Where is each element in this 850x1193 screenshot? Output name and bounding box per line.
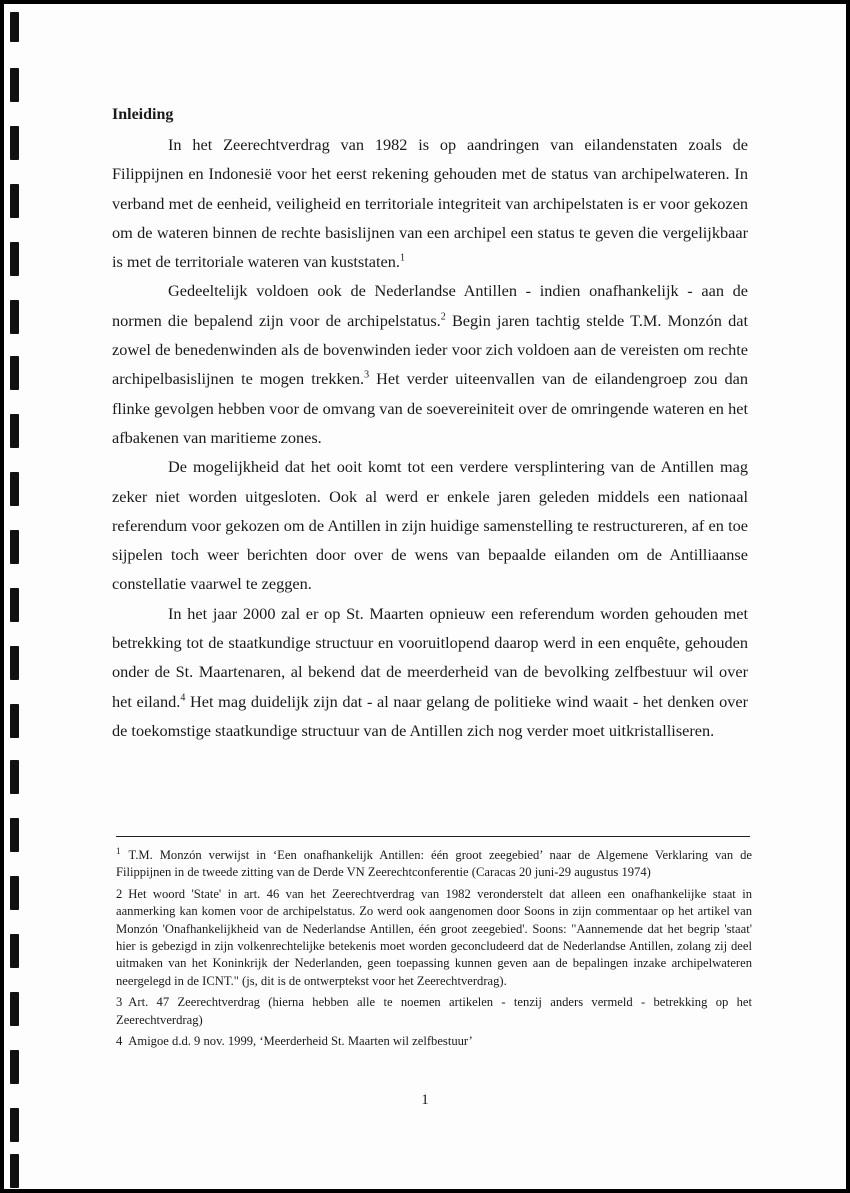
main-text [112, 104, 748, 745]
footnote-1 [116, 847, 752, 882]
binding-mark [10, 356, 19, 390]
binding-mark [10, 68, 19, 102]
footnote-text: Het woord 'State' in art. 46 van het Zeerechtverdrag van 1982 veronderstelt dat alleen een onafhankelijke staat in aanmerking kan komen voor de archipelstatus. Zo werd ook aangenomen door Soons in zijn commentaar op het artikel van Monzón 'Onafhankelijkheid van de Nederlandse Antillen, één groot zeegebied'. Soons: "Aannemende dat het begrip 'staat' hier is gebezigd in zijn volkenrechtelijke betekenis moet worden geconcludeerd dat de Nederlandse Antillen, zolang zij deel uitmaken van het Koninkrijk der Nederlanden, geen toepassing kunnen geven aan de bepalingen inzake archipelwateren neergelegd in de ICNT." (js, dit is de ontwerptekst voor het Zeerechtverdrag). [116, 886, 752, 988]
document-page [4, 4, 846, 1189]
footnotes [116, 847, 752, 1054]
binding-mark [10, 876, 19, 910]
binding-mark [10, 12, 19, 42]
section-heading: Inleiding [112, 106, 174, 123]
footnote-number: 4 [116, 1034, 123, 1049]
footnote-number: 1 [116, 845, 121, 856]
binding-mark [10, 934, 19, 968]
binding-mark [10, 646, 19, 680]
binding-mark [10, 1050, 19, 1084]
footnote-text: Art. 47 Zeerechtverdrag (hierna hebben alle te noemen artikelen - tenzij anders vermeld - betrekking op het Zeerechtverdrag) [116, 995, 752, 1027]
page-number: 1 [421, 1092, 429, 1108]
binding-mark [10, 992, 19, 1026]
footnote-ref-3: 3 [364, 369, 370, 381]
binding-mark [10, 818, 19, 852]
binding-mark [10, 300, 19, 334]
paragraph-3: De mogelijkheid dat het ooit komt tot een verdere versplintering van de Antillen mag zeker niet worden uitgesloten. Ook al werd er enkele jaren geleden middels een nationaal referendum voor gekozen om de Antillen in zijn huidige samenstelling te restructureren, af en toe sijpelen toch weer berichten door over de wens van bepaalde eilanden om de Antilliaanse constellatie vaarwel te zeggen. [112, 457, 748, 594]
footnote-number: 3 [116, 995, 123, 1010]
binding-mark [10, 588, 19, 622]
paragraph-4: In het jaar 2000 zal er op St. Maarten opnieuw een referendum worden gehouden met betrekking tot de staatkundige structuur en vooruitlopend daarop werd in een enquête, gehouden onder de St. Maartenaren, al bekend dat de meerderheid van de bevolking zelfbestuur wil over het eiland.$^4$ Het mag duidelijk zijn dat - al naar gelang de politieke wind waait - het denken over de toekomstige staatkundige structuur van de Antillen zich nog verder moet uitkristalliseren. [112, 603, 749, 740]
footnote-ref-4: 4 [180, 692, 186, 704]
footnote-4 [116, 1033, 752, 1050]
footnote-number: 2 [116, 886, 123, 901]
binding-mark [10, 242, 19, 276]
footnote-3 [116, 994, 752, 1029]
footnote-separator [116, 836, 750, 837]
binding-mark [10, 184, 19, 218]
binding-mark [10, 1154, 19, 1188]
paragraph-2: Gedeeltelijk voldoen ook de Nederlandse Antillen - indien onafhankelijk - aan de normen die bepalend zijn voor de archipelstatus.$^2$ Begin jaren tachtig stelde T.M. Monzón dat zowel de benedenwinden als de bovenwinden ieder voor zich voldoen aan de vereisten om rechte archipelbasislijnen te mogen trekken.$^3$ Het verder uiteenvallen van de eilandengroep zou dan flinke gevolgen hebben voor de omvang van de soevereiniteit over de omringende wateren en het afbakenen van maritieme zones. [112, 281, 749, 447]
binding-mark [10, 760, 19, 794]
footnote-ref-1: 1 [399, 252, 405, 264]
binding-mark [10, 530, 19, 564]
footnote-text: T.M. Monzón verwijst in ‘Een onafhankelijk Antillen: één groot zeegebied’ naar de Algemene Verklaring van de Filippijnen in de tweede zitting van de Derde VN Zeerechtconferentie (Caracas 20 juni-29 augustus 1974) [116, 848, 752, 880]
paragraph-1: In het Zeerechtverdrag van 1982 is op aandringen van eilandenstaten zoals de Filippijnen en Indonesië voor het eerst rekening gehouden met de status van archipelwateren. In verband met de eenheid, veiligheid en territoriale integriteit van archipelstaten is er voor gekozen om de wateren binnen de rechte basislijnen van een archipel een status te geven die vergelijkbaar is met de territoriale wateren van kuststaten.$^1$ [112, 135, 748, 272]
binding-mark [10, 126, 19, 160]
binding-marks [4, 4, 44, 1189]
binding-mark [10, 1108, 19, 1142]
footnote-2 [116, 886, 752, 990]
binding-mark [10, 704, 19, 738]
footnote-text: Amigoe d.d. 9 nov. 1999, ‘Meerderheid St. Maarten wil zelfbestuur’ [128, 1034, 473, 1049]
binding-mark [10, 472, 19, 506]
footnote-ref-2: 2 [440, 311, 446, 323]
binding-mark [10, 414, 19, 448]
